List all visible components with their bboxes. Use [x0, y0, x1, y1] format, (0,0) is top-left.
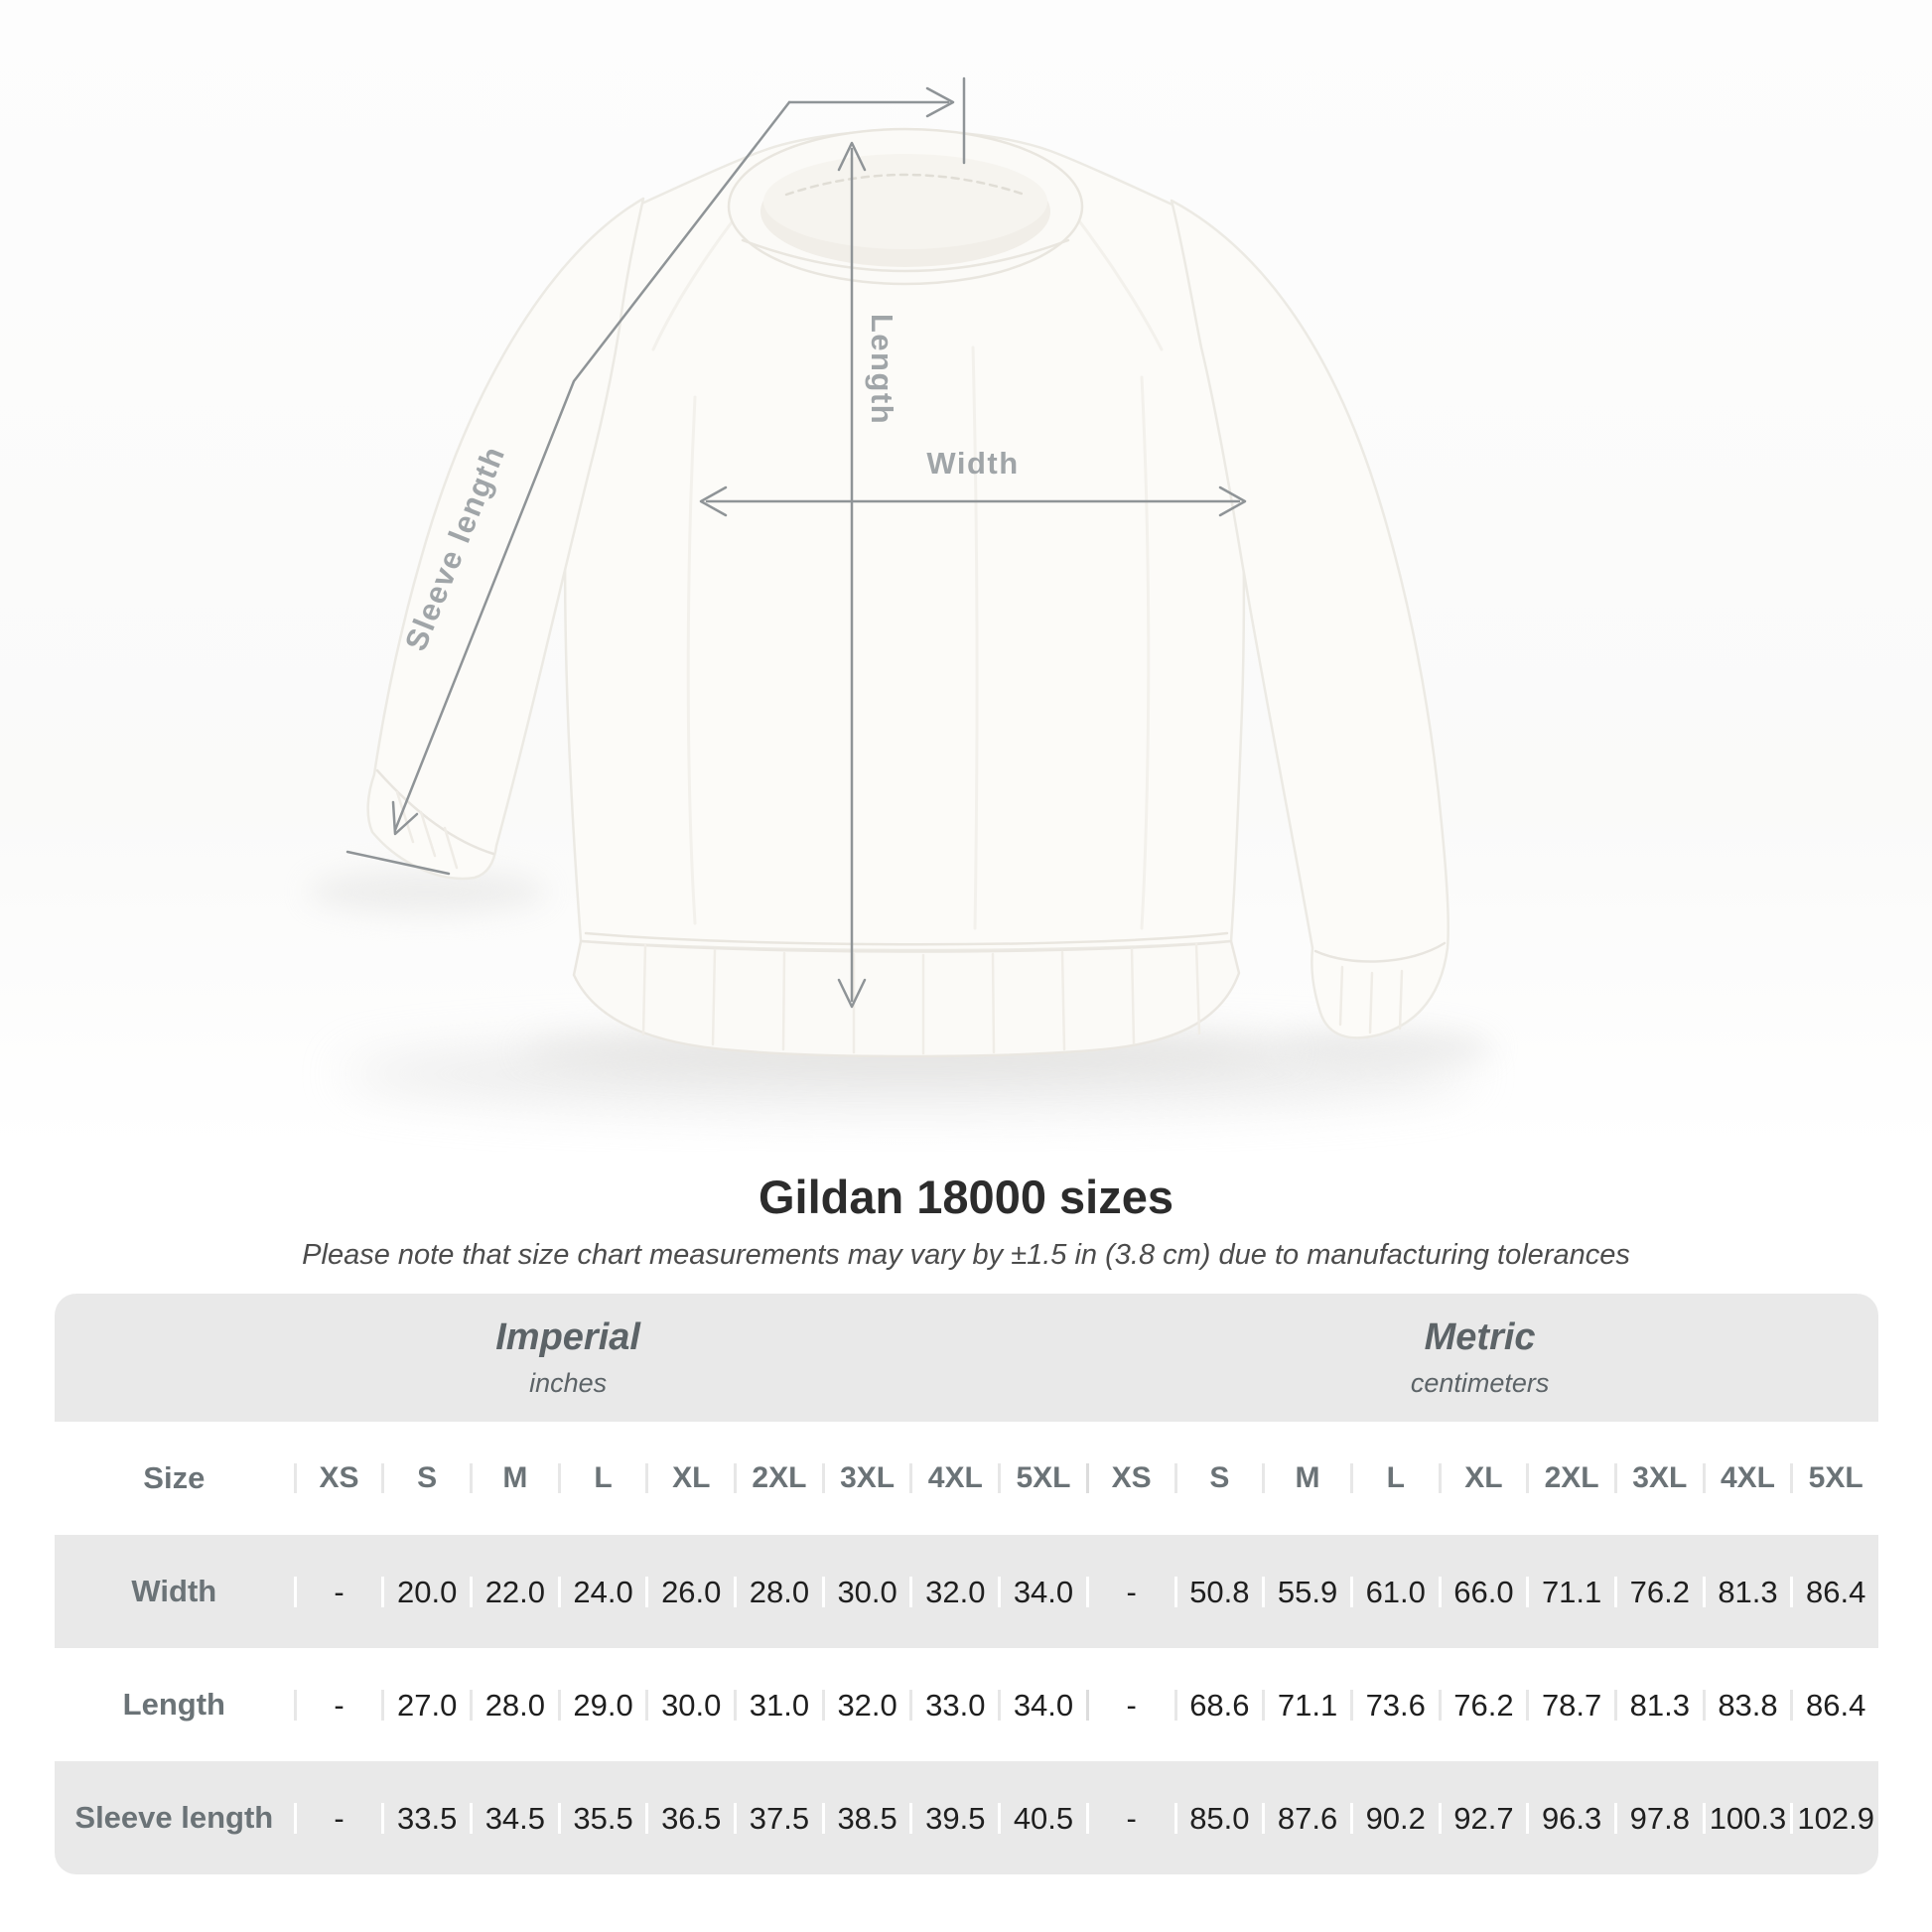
hem-band: [574, 941, 1239, 1056]
measurement-cell: 96.3: [1526, 1803, 1614, 1834]
measurement-cell: 97.8: [1614, 1803, 1703, 1834]
measurement-cell: 71.1: [1526, 1577, 1614, 1607]
measurement-cell: -: [294, 1803, 382, 1834]
measurement-cell: 90.2: [1350, 1803, 1439, 1834]
measurement-cell: 26.0: [645, 1577, 734, 1607]
measurement-cell: 76.2: [1439, 1690, 1527, 1721]
sweatshirt-illustration: [368, 129, 1449, 1056]
size-header-cell: 5XL: [1790, 1463, 1878, 1493]
row-label: Length: [122, 1687, 225, 1722]
measurement-cell: 81.3: [1614, 1690, 1703, 1721]
measurement-cell: 27.0: [381, 1690, 470, 1721]
measurement-cell: 38.5: [822, 1803, 910, 1834]
measurement-cell: -: [294, 1690, 382, 1721]
size-header-cell: 2XL: [734, 1463, 822, 1493]
measurement-cell: 73.6: [1350, 1690, 1439, 1721]
measurement-cell: 30.0: [822, 1577, 910, 1607]
size-header-cell: M: [470, 1463, 558, 1493]
tolerance-note: Please note that size chart measurements may vary by ±1.5 in (3.8 cm) due to manufacturing tolerances: [302, 1239, 1630, 1271]
measurement-cell: 81.3: [1703, 1577, 1791, 1607]
measurement-cell: 92.7: [1439, 1803, 1527, 1834]
size-header-cell: L: [1350, 1463, 1439, 1493]
measurement-cell: 35.5: [558, 1803, 646, 1834]
measurement-cell: 34.5: [470, 1803, 558, 1834]
table-row: [55, 1422, 1878, 1535]
measurement-cell: 37.5: [734, 1803, 822, 1834]
imperial-sublabel: inches: [529, 1368, 608, 1398]
measurement-cell: 71.1: [1262, 1690, 1350, 1721]
metric-label: Metric: [1424, 1316, 1536, 1358]
measurement-cell: 20.0: [381, 1577, 470, 1607]
measurement-cell: 87.6: [1262, 1803, 1350, 1834]
size-header-cell: 3XL: [1614, 1463, 1703, 1493]
unit-header-band: [55, 1294, 1878, 1422]
size-header-cell: XS: [294, 1463, 382, 1493]
measurement-cell: 28.0: [734, 1577, 822, 1607]
size-header-cell: 2XL: [1526, 1463, 1614, 1493]
measurement-cell: 34.0: [998, 1577, 1086, 1607]
measurement-cell: 102.9: [1790, 1803, 1878, 1834]
size-header-cell: 3XL: [822, 1463, 910, 1493]
imperial-label: Imperial: [495, 1316, 640, 1358]
page-title: Gildan 18000 sizes: [758, 1171, 1174, 1223]
length-label: Length: [865, 313, 899, 426]
measurement-cell: 39.5: [909, 1803, 998, 1834]
collar: [729, 129, 1082, 284]
measurement-cell: 83.8: [1703, 1690, 1791, 1721]
size-header-cell: XL: [645, 1463, 734, 1493]
measurement-cell: 24.0: [558, 1577, 646, 1607]
size-header-cell: S: [1174, 1463, 1263, 1493]
size-header-cell: S: [381, 1463, 470, 1493]
measurement-cell: 86.4: [1790, 1577, 1878, 1607]
table-row: [55, 1535, 1878, 1648]
measurement-cell: 76.2: [1614, 1577, 1703, 1607]
size-grid: [55, 1422, 1878, 1874]
measurement-cell: 78.7: [1526, 1690, 1614, 1721]
measurement-cell: 32.0: [822, 1690, 910, 1721]
measurement-cell: 66.0: [1439, 1577, 1527, 1607]
row-label: Sleeve length: [74, 1800, 274, 1835]
measurement-cell: 28.0: [470, 1690, 558, 1721]
measurement-cell: 32.0: [909, 1577, 998, 1607]
measurement-cell: 36.5: [645, 1803, 734, 1834]
size-header-cell: 4XL: [909, 1463, 998, 1493]
measurement-cell: 61.0: [1350, 1577, 1439, 1607]
measurement-cell: -: [1086, 1577, 1174, 1607]
measurement-cell: 68.6: [1174, 1690, 1263, 1721]
measurement-cell: -: [294, 1577, 382, 1607]
table-row: [55, 1761, 1878, 1874]
measurement-cell: 40.5: [998, 1803, 1086, 1834]
measurement-cell: 22.0: [470, 1577, 558, 1607]
size-table: [55, 1294, 1878, 1874]
measurement-cell: 33.5: [381, 1803, 470, 1834]
measurement-cell: 33.0: [909, 1690, 998, 1721]
row-label: Width: [131, 1574, 217, 1608]
measurement-cell: 85.0: [1174, 1803, 1263, 1834]
measurement-cell: -: [1086, 1690, 1174, 1721]
measurement-cell: -: [1086, 1803, 1174, 1834]
measurement-cell: 34.0: [998, 1690, 1086, 1721]
sleeve-length-label: Sleeve length: [397, 440, 512, 656]
measurement-cell: 29.0: [558, 1690, 646, 1721]
imperial-unit-group: [55, 1294, 1081, 1422]
size-header-cell: XS: [1086, 1463, 1174, 1493]
table-row: [55, 1648, 1878, 1761]
size-header-cell: XL: [1439, 1463, 1527, 1493]
metric-unit-group: [1081, 1294, 1878, 1422]
measurement-cell: 100.3: [1703, 1803, 1791, 1834]
measurement-cell: 55.9: [1262, 1577, 1350, 1607]
measurement-cell: 86.4: [1790, 1690, 1878, 1721]
size-column-header: Size: [143, 1460, 206, 1495]
size-header-cell: M: [1262, 1463, 1350, 1493]
size-header-cell: L: [558, 1463, 646, 1493]
measurement-cell: 31.0: [734, 1690, 822, 1721]
measurement-cell: 50.8: [1174, 1577, 1263, 1607]
metric-sublabel: centimeters: [1410, 1368, 1550, 1398]
measurement-cell: 30.0: [645, 1690, 734, 1721]
width-label: Width: [926, 446, 1020, 481]
size-header-cell: 5XL: [998, 1463, 1086, 1493]
size-header-cell: 4XL: [1703, 1463, 1791, 1493]
